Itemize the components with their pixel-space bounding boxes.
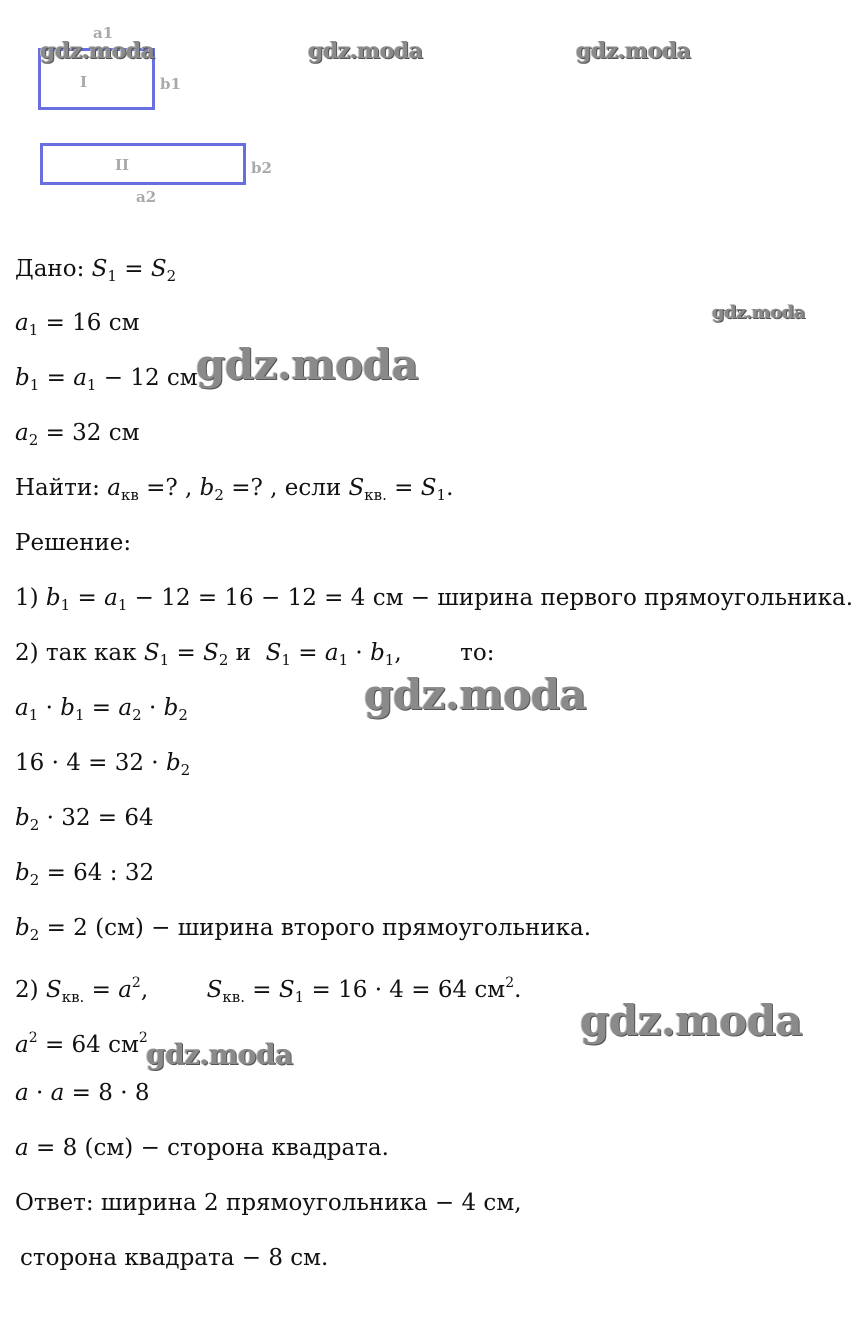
eq-product: $a_1 \cdot b_1 = a_2 \cdot b_2$ [15,695,188,724]
eq-a-result: a = 8 (см) − сторона квадрата. [15,1135,389,1161]
step2-then: то: [460,640,495,666]
label-I: I [80,73,88,91]
answer-line-2: сторона квадрата − 8 см. [20,1245,329,1271]
b2-result-desc: ширина второго прямоугольника. [177,915,592,941]
watermark: gdz.moda [308,38,423,64]
eq-a-times: a · a = 8 · 8 [15,1080,150,1106]
answer-line-1: Ответ: ширина 2 прямоугольника − 4 см, [15,1190,522,1216]
given-label: Дано: [15,256,85,282]
step2-prefix: 2) так как [15,640,137,666]
eq-a-squared: $a^2 = 64$ $см^2$ [15,1030,148,1058]
eq-b2-result: $b_2 = 2$ (см) − ширина второго прямоугольника. [15,915,592,944]
find-label: Найти: [15,475,100,501]
step1-line: 1) $b_1 = a_1 - 12 = 16 - 12 = 4$ см − ширина первого прямоугольника. [15,585,854,614]
step2-line: 2) так как $S_1 = S_2$ и $S_1 = a_1 \cdot b_1$, то: [15,640,495,669]
eq-b2-div: $b_2 = 64$ : 32 [15,860,155,889]
label-b1: b1 [160,75,181,93]
step3-line: 2) $S_{кв.} = a^2$, $S_{кв.} = S_1 = 16 \cdot 4 = 64$ $см^2$. [15,975,522,1006]
find-line: Найти: $a_{кв}$ =? , $b_2$ =? , если $S_{кв.} = S_1$. [15,475,454,504]
label-II: II [115,156,130,174]
step3-prefix: 2) [15,977,39,1003]
watermark: gdz.moda [196,340,419,389]
side-desc: сторона квадрата. [167,1135,389,1161]
decision-label: Решение: [15,530,132,556]
label-a1: a1 [93,24,114,42]
watermark: gdz.moda [364,670,587,719]
watermark: gdz.moda [40,38,155,64]
b1-line: $b_1 = a_1 - 12$ см [15,365,198,394]
step2-and: и [235,640,252,666]
given-line: Дано: $S_1 = S_2$ [15,256,177,285]
a2-line: $a_2 = 32$ см [15,420,140,449]
watermark: gdz.moda [146,1038,293,1071]
rectangle-2 [40,143,246,185]
watermark: gdz.moda [712,302,805,323]
watermark: gdz.moda [580,996,803,1045]
find-if: если [284,475,342,501]
a1-line: $a_1 = 16$ см [15,310,140,339]
watermark: gdz.moda [576,38,691,64]
step1-prefix: 1) [15,585,39,611]
eq-b2-times: $b_2 \cdot 32 = 64$ [15,805,154,834]
step1-desc: ширина первого прямоугольника. [437,585,854,611]
eq-numeric: $16 \cdot 4 = 32 \cdot b_2$ [15,750,191,779]
label-a2: a2 [136,188,157,206]
label-b2: b2 [251,159,272,177]
